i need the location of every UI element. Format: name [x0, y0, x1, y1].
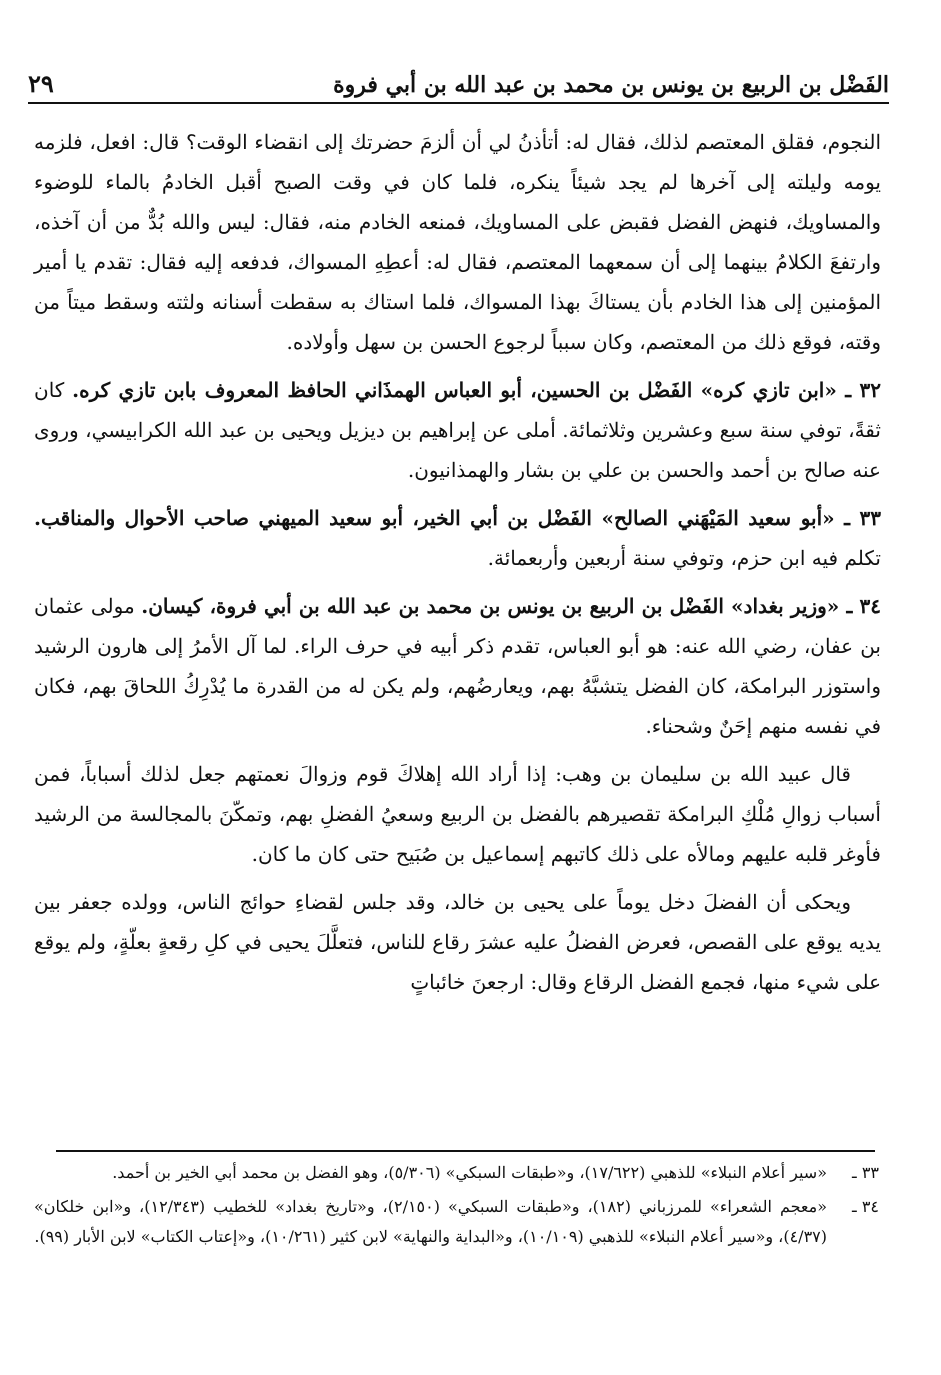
entry-33 [34, 498, 881, 578]
entry-32-text: كان ثقةً، توفي سنة سبع وعشرين وثلاثمائة. أملى عن إبراهيم بن ديزيل ويحيى بن عبد الله الكرابيسي، وروى عنه صالح بن أحمد والحسن بن علي بن بشار والهمذانيون. [34, 378, 881, 482]
footnote-33 [34, 1158, 879, 1188]
entry-32-heading: ٣٢ ـ «ابن تازي كره» الفَضْل بن الحسين، أبو العباس الهمذَاني الحافظ المعروف بابن تازي كره. [72, 378, 881, 402]
footnote-number: ٣٤ ـ [852, 1197, 879, 1216]
paragraph-anecdote: ويحكى أن الفضلَ دخل يوماً على يحيى بن خالد، وقد جلس لقضاءِ حوائج الناس، وولده جعفر بين يديه يوقع على القصص، فعرض الفضلُ عليه عشرَ رقاع للناس، فتعلَّلَ يحيى في كلِ رقعةٍ بعلّةٍ، ولم يوقع على شيء منها، فجمع الفضل الرقاع وقال: ارجعنَ خائباتٍ [34, 890, 881, 994]
main-text [34, 122, 881, 1010]
footnote-text: «سير أعلام النبلاء» للذهبي (١٧/٦٢٢)، و«طبقات السبكي» (٥/٣٠٦)، وهو الفضل بن محمد أبي الخير بن أحمد. [112, 1163, 827, 1182]
running-header [28, 52, 889, 104]
paragraph-quote: قال عبيد الله بن سليمان بن وهب: إذا أراد الله إهلاكَ قوم وزوالَ نعمتهم جعل لذلك أسباباً، فمن أسباب زوالِ مُلْكِ البرامكة تقصيرهم بالفضل بن الربيع وسعيُ الفضلِ بهم، وتمكّنَ بالمجالسة من الرشيد فأوغر قلبه عليهم ومالأه على ذلك كاتبهم إسماعيل بن صُبَيح حتى كان ما كان. [34, 762, 881, 866]
entry-34-heading: ٣٤ ـ «وزير بغداد» الفَضْل بن الربيع بن يونس بن محمد بن عبد الله بن أبي فروة، كيسان. [141, 594, 881, 618]
entry-32 [34, 370, 881, 490]
entry-34 [34, 586, 881, 746]
footnote-divider [56, 1150, 875, 1152]
footnote-34 [34, 1192, 879, 1252]
entry-34-text: مولى عثمان بن عفان، رضي الله عنه: هو أبو العباس، تقدم ذكر أبيه في حرف الراء. لما آل الأمرُ إلى هارون الرشيد واستوزر البرامكة، كان الفضل يتشبَّهُ بهم، ويعارضُهم، ولم يكن له من القدرة ما يُدْرِكُ اللحاقَ بهم، فكان في نفسه منهم إحَنٌ وشحناء. [34, 594, 881, 738]
header-title: الفَضْل بن الربيع بن يونس بن محمد بن عبد الله بن أبي فروة [333, 72, 889, 98]
page-number: ٢٩ [28, 69, 54, 98]
footnotes [34, 1158, 879, 1256]
entry-33-heading: ٣٣ ـ «أبو سعيد المَيْهَني الصالح» الفَضْل بن أبي الخير، أبو سعيد الميهني صاحب الأحوال والمناقب. [34, 506, 881, 530]
paragraph-continuation: النجوم، فقلق المعتصم لذلك، فقال له: أتأذنُ لي أن ألزمَ حضرتك إلى انقضاء الوقت؟ قال: افعل، فلزمه يومه وليلته إلى آخرها لم يجد شيئاً ينكره، فلما كان في وقت الصبح أقبل الخادمُ بالماء للوضوء والمساويك، فنهض الفضل فقبض على المساويك، فمنعه الخادم منه، فقال: ليس والله بُدٌّ من أن آخذه، وارتفعَ الكلامُ بينهما إلى أن سمعهما المعتصم، فقال له: أعطِهِ المسواك، فدفعه إليه فقال: تقدم يا أمير المؤمنين إلى هذا الخادم بأن يستاكَ بهذا المسواك، فلما استاك به سقطت أسنانه ولثته وسقط ميتاً من وقته، فوقع ذلك من المعتصم، وكان سبباً لرجوع الحسن بن سهل وأولاده. [34, 130, 881, 354]
footnote-text: «معجم الشعراء» للمرزباني (١٨٢)، و«طبقات السبكي» (٢/١٥٠)، و«تاريخ بغداد» للخطيب (١٢/٣٤٣)، و«ابن خلكان» (٤/٣٧)، و«سير أعلام النبلاء» للذهبي (١٠/١٠٩)، و«البداية والنهاية» لابن كثير (١٠/٢٦١)، و«إعتاب الكتاب» لابن الأبار (٩٩). [34, 1197, 828, 1246]
entry-33-text: تكلم فيه ابن حزم، وتوفي سنة أربعين وأربعمائة. [487, 546, 881, 570]
footnote-number: ٣٣ ـ [852, 1163, 879, 1182]
